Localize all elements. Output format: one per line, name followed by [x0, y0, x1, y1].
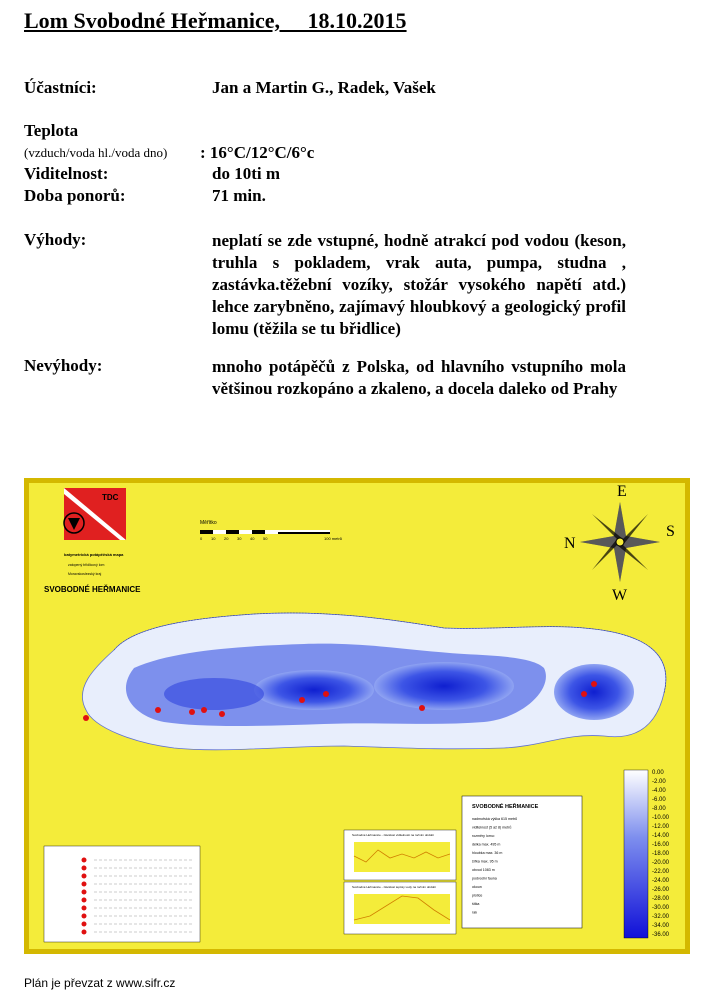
legend-value: -24.00 — [652, 878, 670, 884]
chart1-title: Svobodné Heřmanice - závislost viditelnosti na ročním období — [352, 833, 435, 837]
scale-label: Měřítko — [200, 520, 217, 526]
table-row-marker — [82, 890, 87, 895]
table-row-marker — [82, 898, 87, 903]
temperature-label: Teplota — [24, 121, 79, 140]
marker — [155, 707, 161, 713]
map-subtitle-3: Moravskoslezský kraj — [68, 572, 102, 576]
cons-label: Nevýhody: — [24, 356, 103, 375]
scale-tick-0: 0 — [200, 536, 203, 541]
info-box-line: rak — [472, 910, 477, 915]
marker — [323, 691, 329, 697]
pros-label: Výhody: — [24, 230, 87, 249]
point-legend-table — [44, 846, 200, 942]
participants-value: Jan a Martin G., Radek, Vašek — [212, 78, 436, 97]
scale-tick-5: 50 — [263, 536, 268, 541]
legend-value: 0.00 — [652, 770, 664, 776]
table-row-marker — [82, 922, 87, 927]
temperature-value: : 16°C/12°C/6°c — [200, 143, 315, 162]
legend-value: -6.00 — [652, 797, 666, 803]
marker — [581, 691, 587, 697]
info-box-line: okoun — [472, 885, 482, 889]
table-row-marker — [82, 858, 87, 863]
map-title: SVOBODNÉ HEŘMANICE — [44, 585, 141, 594]
legend-value: -2.00 — [652, 779, 666, 785]
bathymetric-map — [24, 478, 690, 954]
legend-value: -26.00 — [652, 887, 670, 893]
lake-outline — [82, 613, 666, 750]
scale-tick-4: 40 — [250, 536, 255, 541]
visibility-chart — [344, 830, 456, 880]
legend-value: -32.00 — [652, 914, 670, 920]
info-box-line: viditelnost (5 až 8) metrů — [472, 825, 512, 830]
table-row-marker — [82, 882, 87, 887]
info-box-line: délka max. 495 m — [472, 842, 501, 847]
legend-value: -20.00 — [652, 860, 670, 866]
chart2-title: Svobodné Heřmanice - závislost teploty vody na ročním období — [352, 885, 437, 889]
legend-value: -34.00 — [652, 923, 670, 929]
scale-tick-3: 30 — [237, 536, 242, 541]
map-subtitle-1: batymetrická potápěčská mapa — [64, 552, 124, 557]
visibility-value: do 10ti m — [212, 164, 280, 183]
table-row-marker — [82, 914, 87, 919]
table-row-marker — [82, 866, 87, 871]
info-box-line: podvodní fauna — [472, 876, 497, 881]
dive-time-label: Doba ponorů: — [24, 186, 126, 205]
participants-label: Účastníci: — [24, 78, 97, 97]
marker — [219, 711, 225, 717]
info-box-line: obvod 1083 m — [472, 868, 495, 872]
marker — [83, 715, 89, 721]
legend-value: -12.00 — [652, 824, 670, 830]
legend-value: -14.00 — [652, 833, 670, 839]
info-box-line: štika — [472, 902, 480, 906]
marker — [201, 707, 207, 713]
legend-value: -18.00 — [652, 851, 670, 857]
lake-info-box — [462, 796, 582, 928]
temperature-chart — [344, 882, 456, 934]
page-title: Lom Svobodné Heřmanice, 18.10.2015 — [24, 8, 407, 33]
scale-tick-2: 20 — [224, 536, 229, 541]
compass-w: W — [612, 587, 628, 604]
legend-value: -36.00 — [652, 932, 670, 938]
map-subtitle-2: zatopený břidlicový lom — [68, 563, 105, 567]
marker — [591, 681, 597, 687]
compass-e: E — [617, 483, 627, 500]
logo-text: TDC — [102, 493, 119, 502]
dive-time-value: 71 min. — [212, 186, 266, 205]
marker — [419, 705, 425, 711]
legend-value: -16.00 — [652, 842, 670, 848]
temperature-sublabel: (vzduch/voda hl./voda dno) — [24, 145, 168, 160]
compass-s: S — [666, 523, 675, 540]
legend-value: -10.00 — [652, 815, 670, 821]
table-row-marker — [82, 906, 87, 911]
legend-value: -22.00 — [652, 869, 670, 875]
legend-value: -4.00 — [652, 788, 666, 794]
legend-value: -8.00 — [652, 806, 666, 812]
scale-tick-6: 100 metrů — [324, 536, 343, 541]
cons-text: mnoho potápěčů z Polska, od hlavního vstupního mola většinou rozkopáno a zkaleno, a docela daleko od Prahy — [212, 357, 626, 398]
source-footer: Plán je převzat z www.sifr.cz — [24, 976, 176, 990]
legend-value: -30.00 — [652, 905, 670, 911]
info-box-line: šířka max. 95 m — [472, 859, 498, 864]
info-box-line: rozměry lomu: — [472, 834, 495, 838]
tdc-logo — [64, 488, 126, 540]
table-row-marker — [82, 874, 87, 879]
compass-n: N — [564, 535, 576, 552]
pros-text: neplatí se zde vstupné, hodně atrakcí pod vodou (keson, truhla s pokladem, vrak auta, pumpa, studna , zastávka.těžební vozíky, stožár vysokého napětí atd.) lehce zarybněno, zajímavý hloubkový a geologický profil lomu (těžila se tu břidlice) — [212, 231, 626, 338]
table-row-marker — [82, 930, 87, 935]
info-box-line: plotice — [472, 893, 483, 898]
marker — [189, 709, 195, 715]
info-box-line: hloubka max. 36 m — [472, 851, 503, 855]
marker — [299, 697, 305, 703]
info-box-title: SVOBODNÉ HEŘMANICE — [472, 804, 539, 810]
scale-tick-1: 10 — [211, 536, 216, 541]
visibility-label: Viditelnost: — [24, 164, 109, 183]
info-box-line: nadmořská výška 615 metrů — [472, 817, 518, 821]
legend-value: -28.00 — [652, 896, 670, 902]
